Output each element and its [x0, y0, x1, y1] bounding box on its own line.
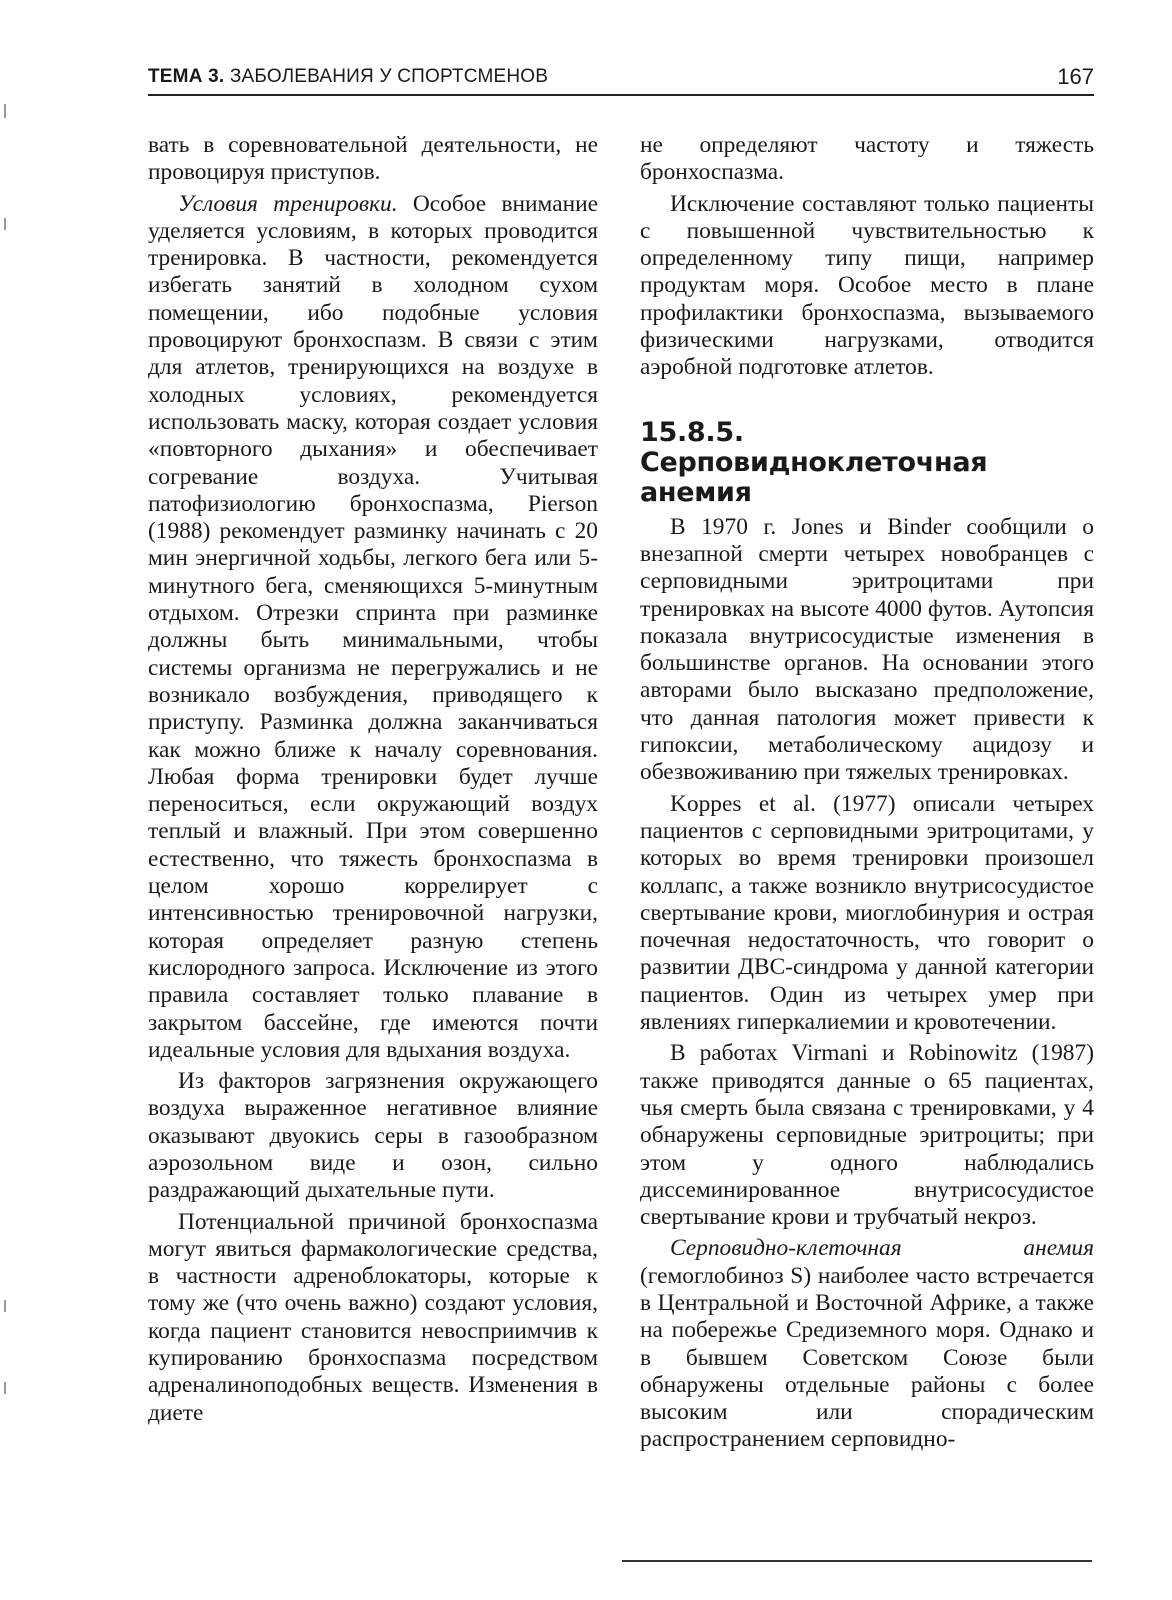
scan-margin-mark	[4, 1382, 6, 1394]
paragraph: Потенциальной причиной бронхоспазма могут явиться фармакологические средства, в частности адреноблокаторы, которые к тому же (что очень важно) создают условия, когда пациент становится невосприимчив к купированию бронхоспазма посредством адреналиноподобных веществ. Изменения в диете	[148, 1208, 598, 1426]
left-column	[148, 132, 598, 1431]
paragraph: В 1970 г. Jones и Binder сообщили о внезапной смерти четырех новобранцев с серповидными эритроцитами при тренировках на высоте 4000 футов. Аутопсия показала внутрисосудистые изменения в большинстве органов. На основании этого авторами было высказано предположение, что данная патология может привести к гипоксии, метаболическому ацидозу и обезвоживанию при тяжелых тренировках.	[640, 513, 1094, 786]
paragraph: вать в соревновательной деятельности, не провоцируя приступов.	[148, 132, 598, 186]
paragraph: Из факторов загрязнения окружающего воздуха выраженное негативное влияние оказывают двуокись серы в газообразном аэрозольном виде и озон, сильно раздражающий дыхательные пути.	[148, 1068, 598, 1204]
scan-margin-mark	[4, 218, 6, 230]
paragraph	[640, 1235, 1094, 1453]
paragraph-text: (гемоглобиноз S) наиболее часто встречается в Центральной и Восточной Африке, а также на побережье Средиземного моря. Однако и в бывшем Советском Союзе были обнаружены отдельные районы с более высоким или спорадическим распространением серповидно-	[640, 1262, 1094, 1453]
running-title	[148, 66, 548, 88]
page-number: 167	[1057, 64, 1094, 89]
paragraph: Исключение составляют только пациенты с повышенной чувствительностью к определенному типу пищи, например продуктам моря. Особое место в плане профилактики бронхоспазма, вызываемого физическими нагрузками, отводится аэробной подготовке атлетов.	[640, 190, 1094, 381]
paragraph: Koppes et al. (1977) описали четырех пациентов с серповидными эритроцитами, у которых во время тренировки произошел коллапс, а также возникло внутрисосудистое свертывание крови, миоглобинурия и острая почечная недостаточность, что говорит о развитии ДВС-синдрома у данной категории пациентов. Один из четырех умер при явлениях гиперкалиемии и кровотечении.	[640, 790, 1094, 1036]
paragraph: не определяют частоту и тяжесть бронхоспазма.	[640, 132, 1094, 186]
topic-label: ТЕМА 3.	[148, 66, 225, 87]
running-header	[148, 60, 1094, 96]
topic-title: ЗАБОЛЕВАНИЯ У СПОРТСМЕНОВ	[224, 66, 549, 87]
paragraph: В работах Virmani и Robinowitz (1987) также приводятся данные о 65 пациентах, чья смерть была связана с тренировками, у 4 обнаружены серповидные эритроциты; при этом у одного наблюдались диссеминированное внутрисосудистое свертывание крови и трубчатый некроз.	[640, 1040, 1094, 1231]
inline-heading: Условия тренировки.	[178, 190, 398, 217]
section-heading: 15.8.5. Серповидноклеточная анемия	[640, 416, 988, 508]
scan-margin-mark	[4, 1300, 6, 1312]
bottom-rule	[622, 1560, 1092, 1562]
paragraph	[148, 191, 598, 1065]
right-column	[640, 132, 1094, 1458]
inline-term: Серповидно-клеточная анемия	[670, 1235, 1094, 1262]
scan-margin-mark	[4, 104, 6, 118]
paragraph-text: Особое внимание уделяется условиям, в которых проводится тренировка. В частности, рекомендуется избегать занятий в холодном сухом помещении, ибо подобные условия провоцируют бронхоспазм. В связи с этим для атлетов, тренирующихся на воздухе в холодных условиях, рекомендуется использовать маску, которая создает условия «повторного дыхания» и обеспечивает согревание воздуха. Учитывая патофизиологию бронхоспазма, Pierson (1988) рекомендует разминку начинать с 20 мин энергичной ходьбы, легкого бега или 5-минутного бега, сменяющихся 5-минутным отдыхом. Отрезки спринта при разминке должны быть минимальными, чтобы системы организма не перегружались и не возникало возбуждения, приводящего к приступу. Разминка должна заканчиваться как можно ближе к началу соревнования. Любая форма тренировки будет лучше переноситься, если окружающий воздух теплый и влажный. При этом совершенно естественно, что тяжесть бронхоспазма в целом хорошо коррелирует с интенсивностью тренировочной нагрузки, которая определяет разную степень кислородного запроса. Исключение из этого правила составляет только плавание в закрытом бассейне, где имеются почти идеальные условия для вдыхания воздуха.	[148, 190, 598, 1063]
